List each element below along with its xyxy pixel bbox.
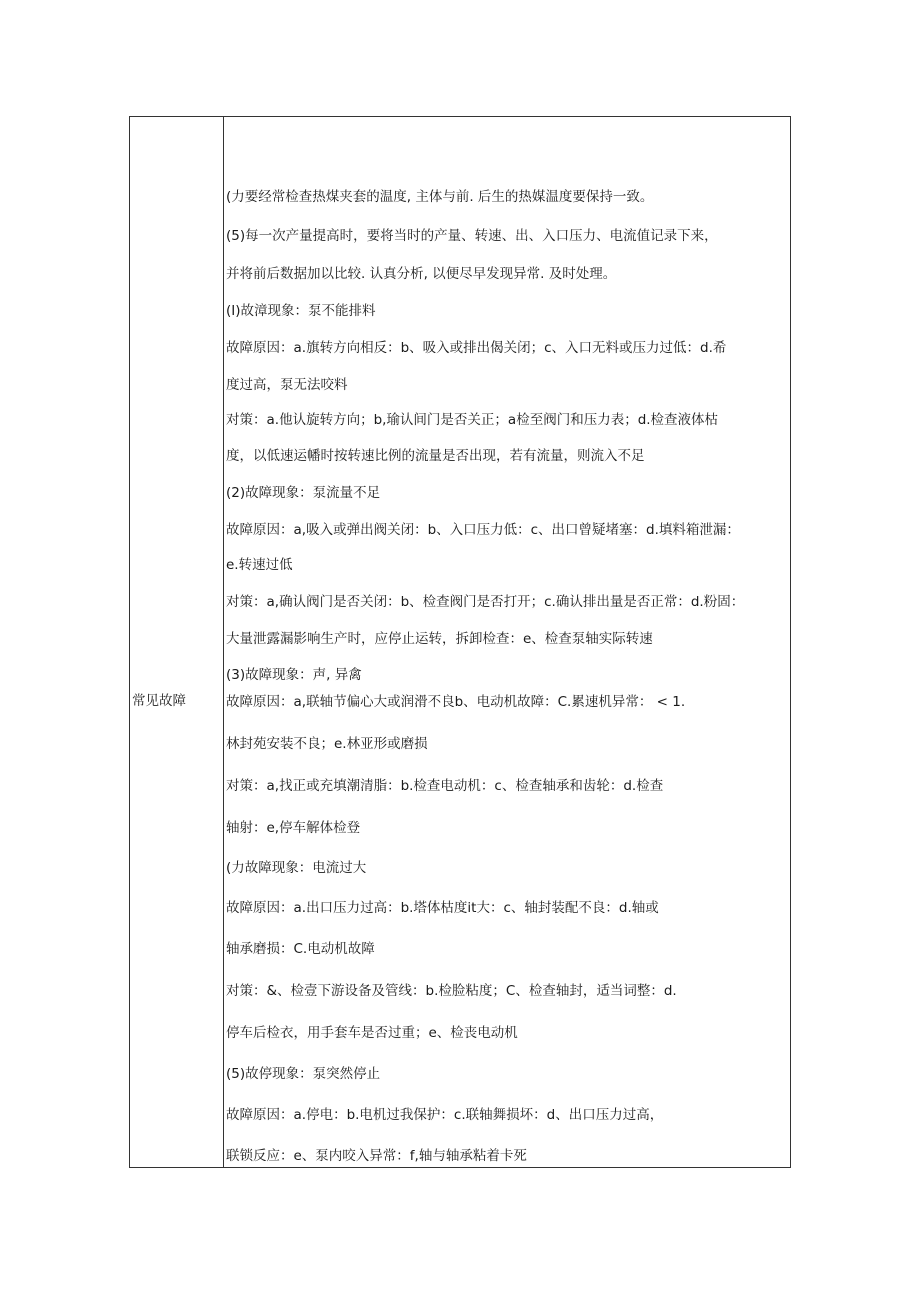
text-line: 大量泄露漏影响生产时，应停止运转，拆卸检查：e、检查泵轴实际转速 <box>226 631 653 647</box>
text-line: 对策：a,确认阀门是否关闭：b、检查阀门是否打开；c.确认排出量是否正常：d.粉固： <box>226 594 745 610</box>
text-line: 故障原因：a.停电：b.电机过我保护：c.联轴舞损坏：d、出口压力过高， <box>226 1107 664 1123</box>
text-line: 轴承磨损：C.电动机故障 <box>226 941 375 957</box>
text-line: 林封苑安装不良；e.林亚形或磨损 <box>226 736 428 752</box>
text-line: 轴射：e,停车解体检登 <box>226 820 361 836</box>
text-line: 度过高，泵无法咬料 <box>226 377 348 393</box>
text-line: 停车后检衣，用手套车是否过重；e、检丧电动机 <box>226 1025 518 1041</box>
text-line: 对策：a.他认旋转方向；b,瑜认间门是否关正；a检至阀门和压力表；d.检查液体枯 <box>226 412 719 428</box>
document-table <box>129 116 791 1168</box>
text-line: (力故障现象：电流过大 <box>226 860 367 876</box>
text-line: 故障原因：a,吸入或弹出阀关闭：b、入口压力低：c、出口曾疑堵塞：d.填料箱泄漏： <box>226 522 740 538</box>
text-line: (I)故漳现象：泵不能排料 <box>226 303 376 319</box>
text-line: 故障原因：a.出口压力过高：b.塔体枯度it大：c、轴封装配不良：d.轴或 <box>226 900 659 916</box>
text-line: 故障原因：a.旗转方向相反：b、吸入或排出偈关闭；c、入口无料或压力过低：d.希 <box>226 340 727 356</box>
text-line: 度，以低速运幡时按转速比例的流量是否出现，若有流量，则流入不足 <box>226 448 645 464</box>
text-line: 联锁反应：e、泵内咬入异常：f,轴与轴承粘着卡死 <box>226 1148 527 1164</box>
text-line: (力要经常检查热煤夹套的温度, 主体与前. 后生的热媒温度要保持一致。 <box>226 189 654 205</box>
category-cell: 常见故障 <box>132 693 186 709</box>
text-line: (2)故障现象：泵流量不足 <box>226 485 381 501</box>
text-line: 并将前后数据加以比较. 认真分析, 以便尽早发现异常. 及时处理。 <box>226 266 617 282</box>
text-line: 对策：&、检壹下游设备及管线：b.检脸粘度；C、检查轴封，适当词整：d. <box>226 983 677 999</box>
text-line: (5)故停现象：泵突然停止 <box>226 1066 381 1082</box>
text-line: e.转速过低 <box>226 557 293 573</box>
text-line: (5)每一次产量提高时，要将当时的产量、转速、出、入口压力、电流值记录下来， <box>226 228 718 244</box>
text-line: (3)故障现象：声, 异禽 <box>226 667 362 683</box>
content-cell <box>224 117 790 1167</box>
text-line: 故障原因：a,联轴节偏心大或润滑不良b、电动机故障：C.累速机异常： < 1. <box>226 694 686 710</box>
text-line: 对策：a,找正或充填潮清脂：b.检查电动机：c、检查轴承和齿轮：d.检查 <box>226 778 664 794</box>
